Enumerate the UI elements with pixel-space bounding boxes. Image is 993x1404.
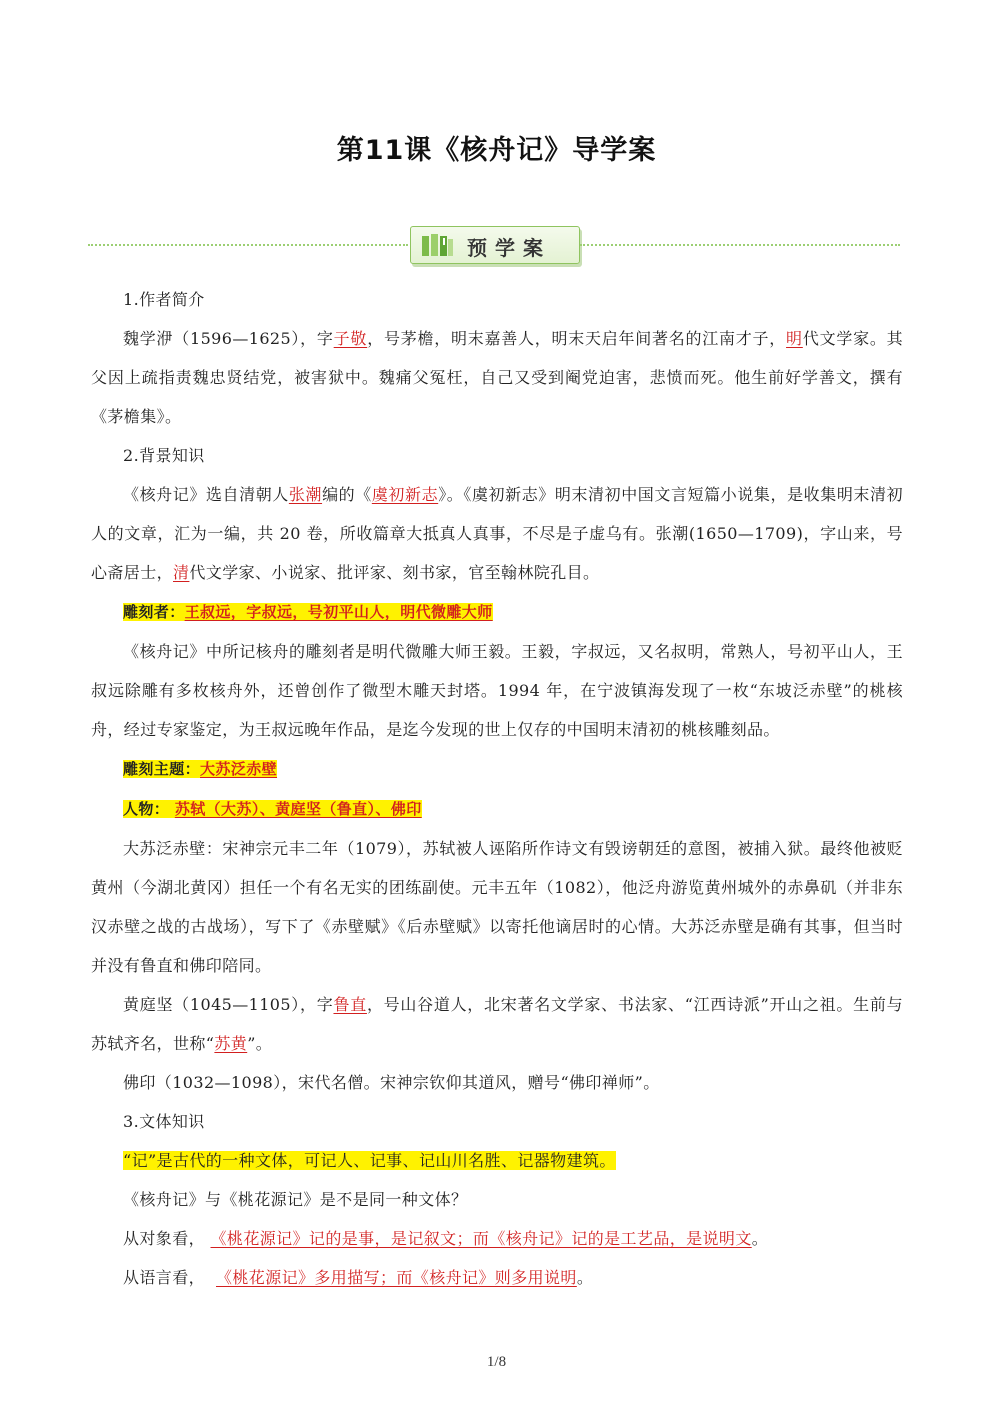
people-line [91,789,903,829]
text: ”。 [247,1034,273,1053]
document-body [91,280,903,1297]
text: 黄庭坚（1045—1105），字 [123,995,334,1014]
paragraph-carver: 《核舟记》中所记核舟的雕刻者是明代微雕大师王毅。王毅，字叔远，又名叔明，常熟人，号初平山人，王叔远除雕有多枚核舟外，还曾创作了微型木雕天封塔。1994 年，在宁波镇海发现了一枚“东坡泛赤壁”的桃核舟，经过专家鉴定，为王叔远晚年作品，是迄今发现的世上仅存的中国明末清初的桃核雕刻品。 [91,642,903,739]
answer-language-label: 从语言看， [123,1268,206,1287]
answer-ziming: 子敬 [333,329,368,348]
highlight-theme [123,760,277,778]
section-header [88,226,900,266]
answer-qing: 清 [173,563,190,582]
section-badge [410,226,580,264]
text: ，号山谷道人，北宋著名文学家、书法家、“江西诗派”开山之祖。生前与苏轼齐名，世称“ [91,995,903,1053]
theme-line [91,749,903,789]
heading-genre: 3.文体知识 [123,1112,205,1131]
heading-background: 2.背景知识 [123,446,205,465]
text: 魏学洢（1596—1625），字 [123,329,334,348]
answer-dynasty: 明 [786,329,803,348]
text: 》。《虞初新志》明末清初中国文言短篇小说集，是收集明末清初人的文章，汇为一编，共 20 卷，所收篇章大抵真人真事，不尽是子虚乌有。张潮(1650—1709)，字山来，号心斋居士， [91,485,904,582]
theme-value: 大苏泛赤壁 [200,760,278,778]
text: 代文学家、小说家、批评家、刻书家，官至翰林院孔目。 [189,563,600,582]
answer-object-value: 《桃花源记》记的是事，是记叙文；而《核舟记》记的是工艺品，是说明文 [210,1229,752,1248]
genre-definition-line [91,1141,903,1180]
text: 编的《 [322,485,372,504]
people-label: 人物： [123,800,170,818]
paragraph-foyin: 佛印（1032—1098），宋代名僧。宋神宗钦仰其道风，赠号“佛印禅师”。 [123,1073,660,1092]
page-title: 第11课《核舟记》导学案 [336,135,657,166]
text: 。 [751,1229,769,1248]
section-label: 预学案 [467,236,551,260]
people-value: 苏轼（大苏）、黄庭坚（鲁直）、佛印 [174,800,422,818]
divider-left [88,244,408,246]
text: ，号茅檐，明末嘉善人，明末天启年间著名的江南才子， [367,329,787,348]
paragraph-chibi: 大苏泛赤壁：宋神宗元丰二年（1079），苏轼被人诬陷所作诗文有毁谤朝廷的意图，被捕入狱。最终他被贬黄州（今湖北黄冈）担任一个有名无实的团练副使。元丰五年（1082），他泛舟游览黄州城外的赤鼻矶（并非东汉赤壁之战的古战场），写下了《赤壁赋》《后赤壁赋》以寄托他谪居时的心情。大苏泛赤壁是确有其事，但当时并没有鲁直和佛印陪同。 [91,839,903,975]
heading-author: 1.作者简介 [123,290,205,309]
text: 《核舟记》选自清朝人 [123,485,289,504]
carver-value: 王叔远，字叔远，号初平山人，明代微雕大师 [184,603,493,621]
paragraph-huang [91,985,903,1063]
book-icon [421,233,455,257]
answer-luzhi: 鲁直 [333,995,367,1014]
answer-suhuang: 苏黄 [214,1034,248,1053]
genre-question: 《核舟记》与《桃花源记》是不是同一种文体？ [123,1190,468,1209]
highlight-definition: “记”是古代的一种文体，可记人、记事、记山川名胜、记器物建筑。 [123,1151,616,1170]
answer-collection: 虞初新志 [371,485,439,504]
answer-editor: 张潮 [288,485,323,504]
carver-label: 雕刻者： [123,603,185,621]
carver-line [91,592,903,632]
page-number: 1/8 [486,1354,507,1370]
answer-object-label: 从对象看， [123,1229,206,1248]
answer-language-value: 《桃花源记》多用描写；而《核舟记》则多用说明 [216,1268,577,1287]
paragraph-author [91,319,903,436]
text: 代文学家。其父因上疏指责魏忠贤结党，被害狱中。魏痛父冤枉，自己又受到阉党迫害，悲愤而死。他生前好学善文，撰有《茅檐集》。 [91,329,903,426]
highlight-people [123,800,422,818]
paragraph-source [91,475,903,592]
text: 。 [576,1268,594,1287]
divider-right [580,244,900,246]
highlight-carver [123,603,493,621]
answer-object-line [91,1219,903,1258]
answer-language-line [91,1258,903,1297]
theme-label: 雕刻主题： [123,760,201,778]
